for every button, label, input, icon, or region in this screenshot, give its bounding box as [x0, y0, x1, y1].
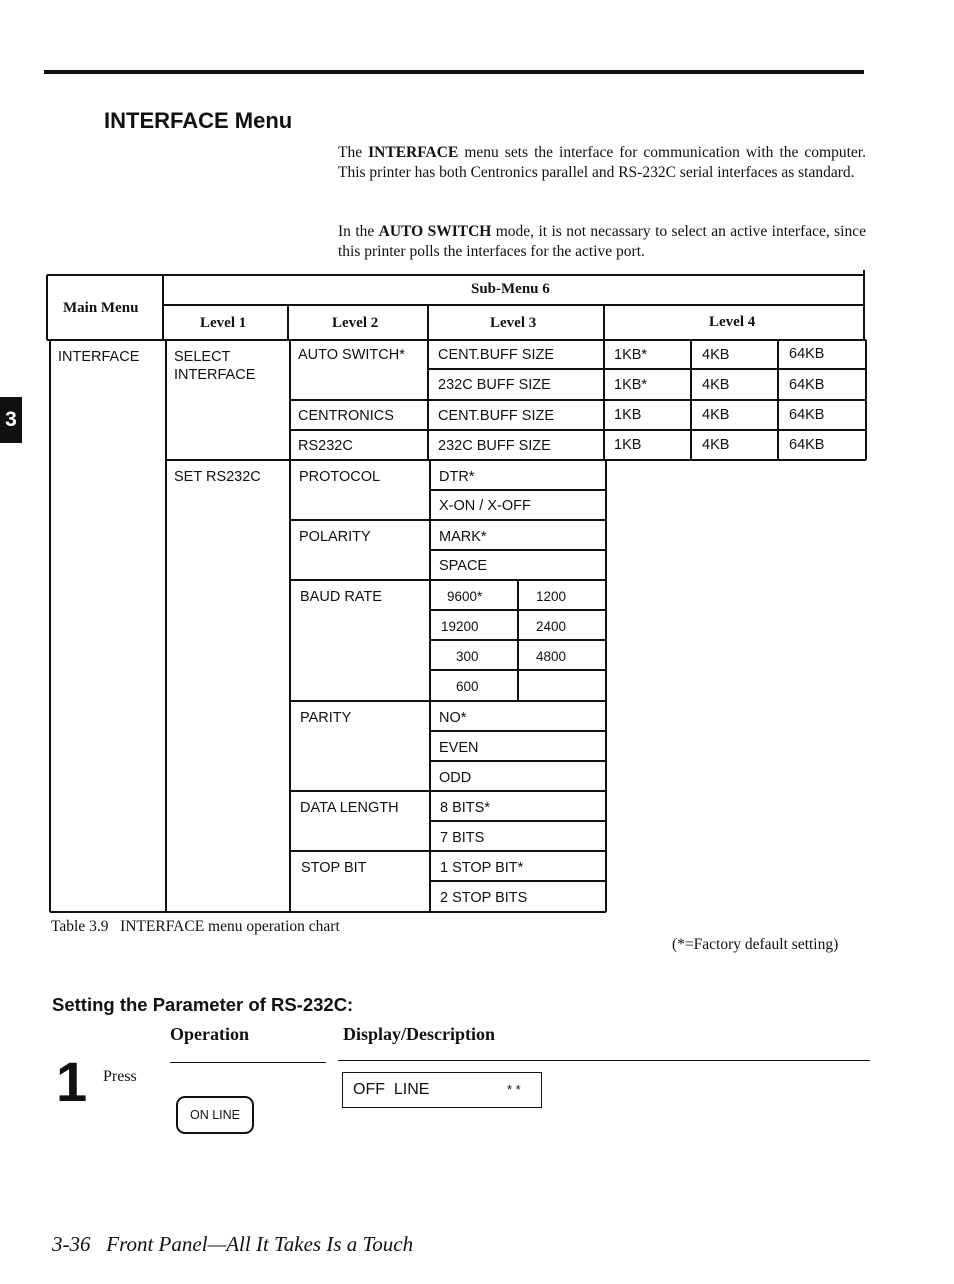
table-caption: Table 3.9 INTERFACE menu operation chart: [51, 918, 340, 935]
table-rule: [47, 274, 864, 276]
on-line-button[interactable]: ON LINE: [176, 1096, 254, 1134]
level4-value: 64KB: [789, 377, 825, 393]
table-rule: [430, 549, 606, 551]
table-rule: [166, 459, 866, 461]
level4-value: 1KB: [614, 407, 642, 423]
level3-cell: MARK*: [439, 529, 487, 545]
level4-value: 64KB: [789, 437, 825, 453]
level3-cell: X-ON / X-OFF: [439, 498, 531, 514]
table-rule: [50, 911, 606, 913]
table-rule: [428, 368, 866, 370]
level4-value: 64KB: [789, 407, 825, 423]
table-rule: [49, 340, 51, 912]
lcd-display: [342, 1072, 542, 1108]
level3-cell: 7 BITS: [440, 830, 485, 846]
main-menu-item: INTERFACE: [58, 349, 140, 365]
level3-cell: CENT.BUFF SIZE: [438, 347, 555, 363]
page-footer: 3-36 Front Panel—All It Takes Is a Touch: [52, 1232, 414, 1256]
header-level-3: Level 3: [490, 315, 537, 331]
press-label: Press: [103, 1068, 137, 1085]
level2-stop-bit: STOP BIT: [301, 860, 367, 876]
level2-auto-switch: AUTO SWITCH*: [298, 347, 405, 363]
level3-cell: CENT.BUFF SIZE: [438, 408, 555, 424]
level4-value: 4KB: [702, 347, 730, 363]
table-rule: [287, 305, 289, 340]
level3-cell: SPACE: [439, 558, 488, 574]
level3-cell: 232C BUFF SIZE: [438, 377, 551, 393]
table-rule: [430, 760, 606, 762]
level3-cell: 232C BUFF SIZE: [438, 438, 551, 454]
table-rule: [47, 339, 866, 341]
table-rule: [290, 519, 606, 521]
level2-parity: PARITY: [300, 710, 352, 726]
steps-rule: [338, 1060, 870, 1061]
table-rule: [429, 460, 431, 912]
level2-protocol: PROTOCOL: [299, 469, 381, 485]
table-rule: [163, 304, 864, 306]
level3-cell: 1 STOP BIT*: [440, 860, 524, 876]
baud-value: 19200: [441, 619, 479, 634]
baud-value: 2400: [536, 619, 567, 634]
level4-value: 4KB: [702, 437, 730, 453]
table-rule: [290, 579, 606, 581]
operation-column-header: Operation: [170, 1024, 249, 1044]
lcd-stars: * *: [507, 1082, 521, 1097]
baud-value: 300: [456, 649, 479, 664]
level2-rs232c: RS232C: [298, 438, 353, 454]
intro-paragraph-1: The INTERFACE menu sets the interface for communication with the computer. This printer has both Centronics parallel and RS-232C serial interfaces as standard.: [338, 144, 866, 181]
level3-cell: 2 STOP BITS: [440, 890, 528, 906]
level3-cell: NO*: [439, 710, 467, 726]
baud-value: 600: [456, 679, 479, 694]
level4-value: 64KB: [789, 346, 825, 362]
table-rule: [863, 270, 865, 340]
level2-centronics: CENTRONICS: [298, 408, 394, 424]
steps-rule-left: [170, 1062, 326, 1063]
display-column-header: Display/Description: [343, 1024, 496, 1044]
table-rule: [517, 580, 519, 701]
level4-value: 1KB*: [614, 377, 648, 393]
table-rule: [430, 489, 606, 491]
level1-set-rs232c: SET RS232C: [174, 469, 261, 485]
factory-default-note: (*=Factory default setting): [672, 936, 839, 953]
step-number: 1: [56, 1050, 88, 1113]
level3-cell: DTR*: [439, 469, 475, 485]
level1-select-interface: SELECT INTERFACE: [174, 349, 256, 383]
baud-value: 1200: [536, 589, 567, 604]
level4-value: 4KB: [702, 407, 730, 423]
table-rule: [165, 340, 167, 912]
table-rule: [430, 880, 606, 882]
table-rule: [605, 460, 607, 912]
level4-value: 4KB: [702, 377, 730, 393]
table-rule: [290, 700, 606, 702]
table-rule: [430, 820, 606, 822]
setting-title: Setting the Parameter of RS-232C:: [52, 994, 354, 1015]
chapter-tab: 3: [0, 397, 22, 443]
table-rule: [290, 429, 866, 431]
level2-data-length: DATA LENGTH: [300, 800, 399, 816]
level2-polarity: POLARITY: [299, 529, 371, 545]
header-level-1: Level 1: [200, 315, 247, 331]
header-main-menu: Main Menu: [63, 300, 139, 316]
level3-cell: 8 BITS*: [440, 800, 490, 816]
level3-cell: ODD: [439, 770, 472, 786]
lcd-text: OFF LINE: [353, 1081, 430, 1098]
header-level-4: Level 4: [709, 314, 756, 330]
level4-value: 1KB: [614, 437, 642, 453]
header-level-2: Level 2: [332, 315, 379, 331]
table-rule: [427, 305, 429, 340]
table-rule: [290, 399, 866, 401]
level3-cell: EVEN: [439, 740, 479, 756]
baud-value: 9600*: [447, 589, 483, 604]
table-rule: [290, 850, 606, 852]
table-rule: [430, 730, 606, 732]
intro-paragraph-2: In the AUTO SWITCH mode, it is not necassary to select an active interface, since this printer polls the interfaces for the active port.: [338, 223, 866, 260]
table-rule: [46, 275, 48, 340]
table-rule: [603, 305, 605, 340]
table-rule: [162, 275, 164, 340]
top-rule: [44, 70, 864, 74]
header-sub-menu: Sub-Menu 6: [471, 281, 550, 297]
section-title: INTERFACE Menu: [104, 108, 293, 133]
table-rule: [289, 340, 291, 912]
baud-value: 4800: [536, 649, 567, 664]
table-rule: [290, 790, 606, 792]
level2-baud-rate: BAUD RATE: [300, 589, 382, 605]
level4-value: 1KB*: [614, 347, 648, 363]
